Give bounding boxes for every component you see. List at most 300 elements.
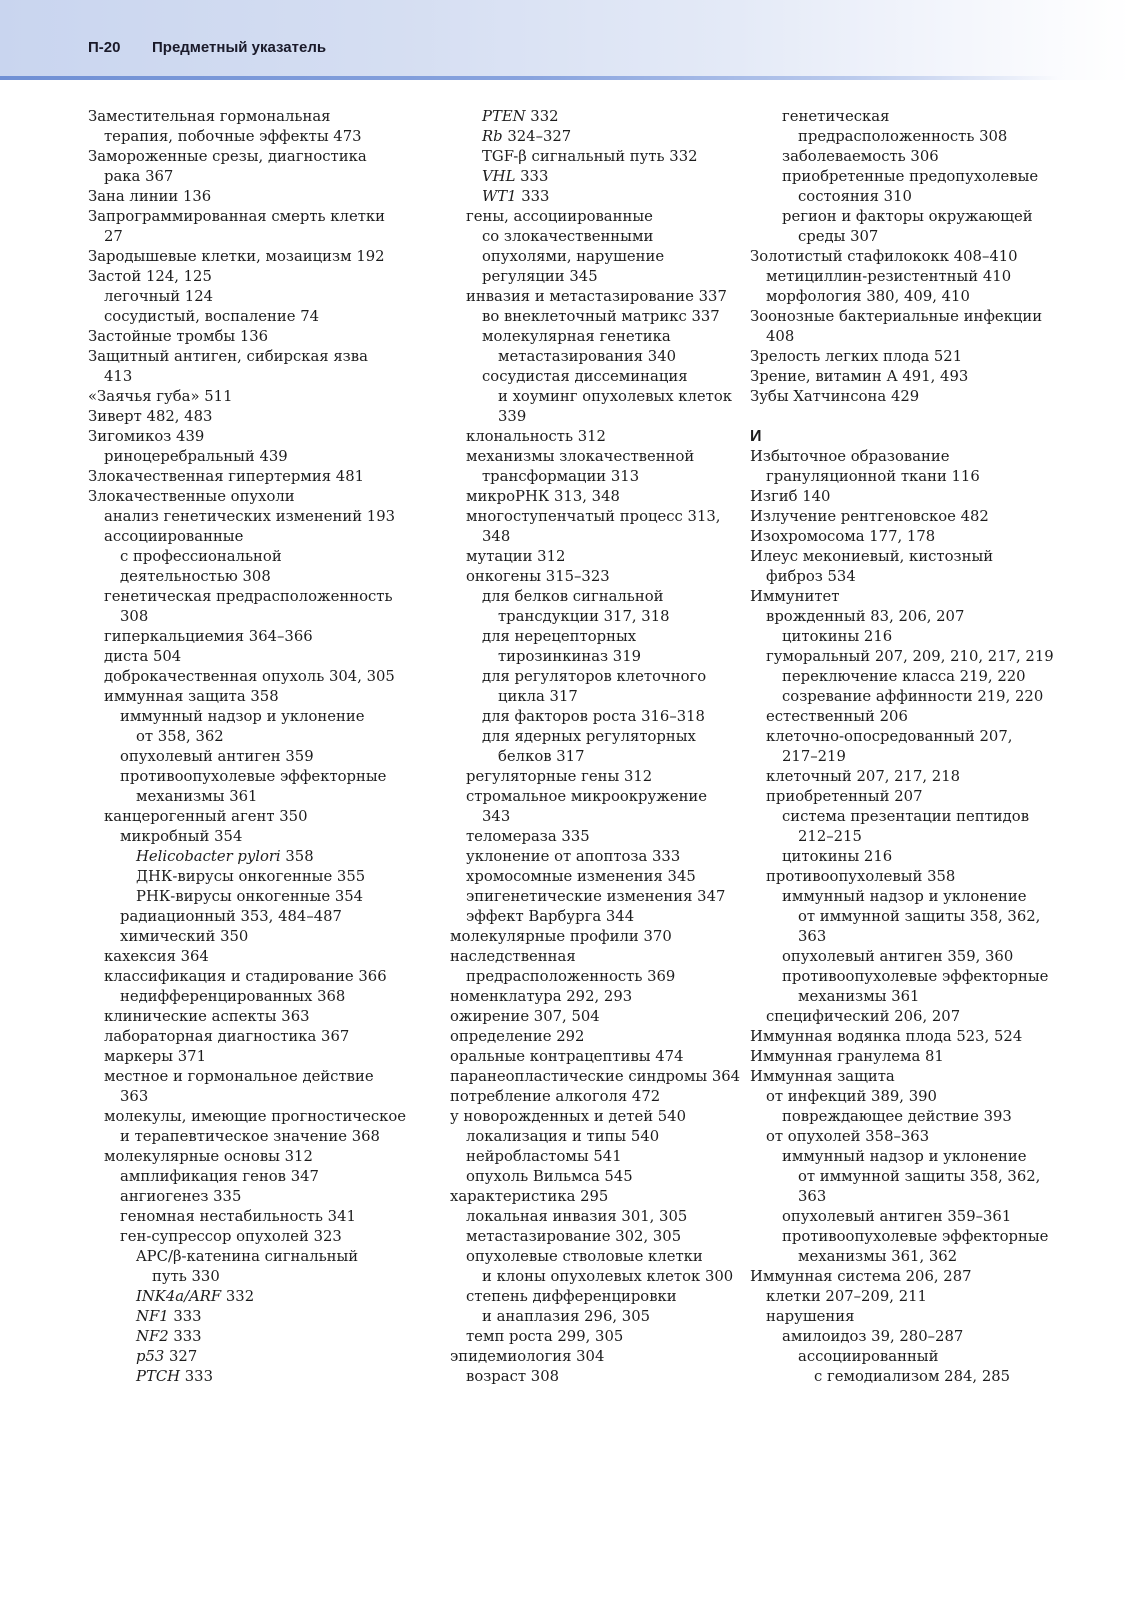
index-letter-heading [750, 427, 1070, 447]
index-subentry [750, 627, 1070, 647]
entry-term: мутации 312 [466, 548, 566, 565]
index-subentry [88, 307, 413, 327]
entry-term: локальная инвазия 301, 305 [466, 1208, 688, 1225]
page-title: Предметный указатель [152, 39, 327, 56]
index-column-2 [434, 107, 741, 1387]
index-subentry [750, 987, 1070, 1007]
index-subentry [434, 167, 734, 187]
entry-term: Запрограммированная смерть клетки [88, 208, 385, 225]
entry-term: естественный 206 [766, 708, 908, 725]
entry-term: заболеваемость 306 [782, 148, 939, 165]
entry-term: состояния 310 [798, 188, 912, 205]
entry-term: микроРНК 313, 348 [466, 488, 620, 505]
entry-term: 363 [120, 1088, 149, 1105]
index-subentry [750, 1227, 1070, 1247]
entry-term: Зана линии 136 [88, 188, 212, 205]
index-subentry [88, 807, 413, 827]
entry-term: номенклатура 292, 293 [450, 988, 633, 1005]
index-subentry [434, 1047, 734, 1067]
entry-term: противоопухолевые эффекторные [120, 768, 387, 785]
index-subentry [88, 1087, 413, 1107]
index-subentry [750, 1127, 1070, 1147]
entry-term: механизмы 361 [798, 988, 920, 1005]
index-subentry [750, 1347, 1070, 1367]
index-subentry [750, 1147, 1070, 1167]
index-subentry [750, 187, 1070, 207]
entry-term: во внеклеточный матрикс 337 [482, 308, 720, 325]
index-subentry [434, 787, 734, 807]
entry-term: Иммунная водянка плода 523, 524 [750, 1028, 1023, 1045]
index-entry [750, 1047, 1070, 1067]
index-subentry [750, 1167, 1070, 1187]
entry-term: от иммунной защиты 358, 362, [798, 908, 1041, 925]
index-subentry [88, 847, 413, 867]
index-subentry [88, 1187, 413, 1207]
entry-term: метициллин-резистентный 410 [766, 268, 1012, 285]
entry-term: клеточный 207, 217, 218 [766, 768, 961, 785]
index-subentry [88, 227, 413, 247]
entry-pages: 327 [164, 1348, 198, 1365]
index-subentry [434, 587, 734, 607]
index-subentry [434, 107, 734, 127]
entry-term: деятельностью 308 [120, 568, 271, 585]
index-gap [750, 407, 1070, 427]
entry-term: темп роста 299, 305 [466, 1328, 624, 1345]
index-subentry [750, 1287, 1070, 1307]
index-subentry [88, 907, 413, 927]
index-subentry [434, 207, 734, 227]
index-subentry [750, 747, 1070, 767]
entry-term: Избыточное образование [750, 448, 950, 465]
entry-term: анализ генетических изменений 193 [104, 508, 396, 525]
index-subentry [750, 927, 1070, 947]
index-subentry [750, 967, 1070, 987]
entry-term: PTEN [482, 108, 526, 125]
index-subentry [750, 107, 1070, 127]
index-subentry [750, 227, 1070, 247]
entry-term: белков 317 [498, 748, 585, 765]
index-subentry [434, 1187, 734, 1207]
index-subentry [434, 387, 734, 407]
index-subentry [434, 267, 734, 287]
index-subentry [434, 727, 734, 747]
index-subentry [750, 707, 1070, 727]
entry-term: молекулярная генетика [482, 328, 671, 345]
entry-term: геномная нестабильность 341 [120, 1208, 356, 1225]
entry-term: эпидемиология 304 [450, 1348, 605, 1365]
index-subentry [88, 1367, 413, 1387]
entry-term: определение 292 [450, 1028, 585, 1045]
index-subentry [434, 127, 734, 147]
entry-term: терапия, побочные эффекты 473 [104, 128, 362, 145]
entry-term: ДНК-вирусы онкогенные 355 [136, 868, 366, 885]
entry-term: Иммунитет [750, 588, 840, 605]
index-entry [88, 267, 413, 287]
index-subentry [88, 367, 413, 387]
index-subentry [88, 127, 413, 147]
index-subentry [88, 1167, 413, 1187]
entry-term: и клоны опухолевых клеток 300 [482, 1268, 734, 1285]
index-subentry [88, 687, 413, 707]
index-entry [88, 207, 413, 227]
entry-term: трансдукции 317, 318 [498, 608, 670, 625]
index-subentry [88, 887, 413, 907]
index-entry [88, 427, 413, 447]
entry-term: регуляции 345 [482, 268, 598, 285]
entry-term: врожденный 83, 206, 207 [766, 608, 965, 625]
index-subentry [88, 1287, 413, 1307]
index-subentry [750, 767, 1070, 787]
index-subentry [434, 1327, 734, 1347]
index-subentry [88, 1047, 413, 1067]
entry-term: VHL [482, 168, 516, 185]
entry-term: механизмы злокачественной [466, 448, 695, 465]
index-subentry [88, 627, 413, 647]
index-entry [750, 1067, 1070, 1087]
entry-term: 339 [498, 408, 527, 425]
entry-term: амплификация генов 347 [120, 1168, 319, 1185]
entry-term: для нерецепторных [482, 628, 637, 645]
entry-term: возраст 308 [466, 1368, 560, 1385]
entry-term: Зигомикоз 439 [88, 428, 205, 445]
entry-term: степень дифференцировки [466, 1288, 677, 1305]
index-subentry [750, 267, 1070, 287]
entry-term: Rb [482, 128, 503, 145]
index-subentry [434, 927, 734, 947]
index-subentry [88, 747, 413, 767]
index-subentry [434, 1287, 734, 1307]
index-subentry [434, 247, 734, 267]
entry-term: Заместительная гормональная [88, 108, 331, 125]
index-entry [88, 407, 413, 427]
index-subentry [434, 1067, 741, 1087]
index-subentry [88, 647, 413, 667]
index-subentry [88, 827, 413, 847]
index-column-3 [750, 107, 1070, 1387]
entry-term: цикла 317 [498, 688, 578, 705]
index-subentry [434, 1367, 734, 1387]
index-subentry [750, 127, 1070, 147]
entry-pages: 333 [516, 188, 550, 205]
entry-term: с гемодиализом 284, 285 [814, 1368, 1011, 1385]
entry-term: 343 [482, 808, 511, 825]
entry-term: Илеус мекониевый, кистозный [750, 548, 994, 565]
index-entry [750, 387, 1070, 407]
index-subentry [88, 287, 413, 307]
index-subentry [88, 1227, 413, 1247]
entry-term: гуморальный 207, 209, 210, 217, 219 [766, 648, 1054, 665]
index-entry [750, 487, 1070, 507]
entry-term: механизмы 361, 362 [798, 1248, 958, 1265]
index-entry [750, 507, 1070, 527]
page-number: П-20 [88, 39, 121, 56]
index-entry [750, 247, 1070, 267]
index-subentry [434, 1347, 734, 1367]
entry-term: потребление алкоголя 472 [450, 1088, 661, 1105]
index-entry [88, 347, 413, 367]
entry-term: Защитный антиген, сибирская язва [88, 348, 368, 365]
entry-term: WT1 [482, 188, 517, 205]
index-subentry [434, 1027, 734, 1047]
entry-term: рака 367 [104, 168, 174, 185]
index-entry [750, 1027, 1070, 1047]
index-subentry [750, 727, 1070, 747]
entry-term: гиперкальциемия 364–366 [104, 628, 313, 645]
entry-term: эффект Варбурга 344 [466, 908, 635, 925]
entry-term: инвазия и метастазирование 337 [466, 288, 727, 305]
entry-term: сосудистая диссеминация [482, 368, 688, 385]
index-subentry [750, 647, 1070, 667]
index-subentry [434, 547, 734, 567]
index-subentry [88, 1307, 413, 1327]
index-subentry [434, 187, 734, 207]
index-subentry [88, 707, 413, 727]
entry-term: Излучение рентгеновское 482 [750, 508, 989, 525]
entry-term: химический 350 [120, 928, 249, 945]
index-subentry [434, 447, 734, 467]
index-subentry [750, 207, 1070, 227]
index-subentry [750, 1007, 1070, 1027]
index-subentry [434, 947, 734, 967]
entry-term: регуляторные гены 312 [466, 768, 653, 785]
index-subentry [750, 667, 1070, 687]
entry-term: и анаплазия 296, 305 [482, 1308, 651, 1325]
entry-term: Зрелость легких плода 521 [750, 348, 963, 365]
index-subentry [88, 767, 413, 787]
index-subentry [434, 987, 734, 1007]
index-subentry [750, 1367, 1070, 1387]
entry-term: для регуляторов клеточного [482, 668, 707, 685]
index-subentry [434, 627, 734, 647]
index-subentry [434, 1087, 734, 1107]
index-subentry [434, 347, 734, 367]
entry-term: 363 [798, 1188, 827, 1205]
entry-term: местное и гормональное действие [104, 1068, 374, 1085]
entry-term: иммунная защита 358 [104, 688, 279, 705]
entry-term: опухолевый антиген 359–361 [782, 1208, 1012, 1225]
index-subentry [750, 807, 1070, 827]
entry-pages: 332 [525, 108, 559, 125]
entry-term: радиационный 353, 484–487 [120, 908, 342, 925]
entry-term: Изгиб 140 [750, 488, 831, 505]
index-entry [750, 447, 1070, 467]
index-subentry [88, 527, 413, 547]
entry-term: предрасположенность 308 [798, 128, 1008, 145]
entry-term: ассоциированные [104, 528, 244, 545]
entry-term: РНК-вирусы онкогенные 354 [136, 888, 364, 905]
index-subentry [434, 1247, 734, 1267]
index-subentry [434, 307, 734, 327]
entry-term: опухолевый антиген 359, 360 [782, 948, 1014, 965]
index-subentry [750, 827, 1070, 847]
index-subentry [750, 147, 1070, 167]
index-subentry [434, 647, 734, 667]
entry-term: метастазирование 302, 305 [466, 1228, 682, 1245]
entry-term: метастазирования 340 [498, 348, 677, 365]
entry-term: Зубы Хатчинсона 429 [750, 388, 920, 405]
index-subentry [750, 687, 1070, 707]
index-entry [750, 547, 1070, 567]
index-entry [88, 147, 413, 167]
index-subentry [88, 1107, 413, 1127]
index-subentry [88, 1347, 413, 1367]
index-subentry [434, 327, 734, 347]
entry-term: Застойные тромбы 136 [88, 328, 269, 345]
entry-term: клеточно-опосредованный 207, [766, 728, 1013, 745]
entry-term: 212–215 [798, 828, 862, 845]
entry-term: PTCH [136, 1368, 181, 1385]
index-column-1 [88, 107, 413, 1387]
entry-term: лабораторная диагностика 367 [104, 1028, 350, 1045]
entry-term: противоопухолевые эффекторные [782, 968, 1049, 985]
entry-pages: 333 [515, 168, 549, 185]
index-subentry [88, 727, 413, 747]
entry-term: эпигенетические изменения 347 [466, 888, 726, 905]
index-subentry [750, 947, 1070, 967]
index-subentry [434, 1207, 734, 1227]
index-subentry [434, 767, 734, 787]
entry-term: среды 307 [798, 228, 879, 245]
index-subentry [88, 587, 413, 607]
entry-term: ожирение 307, 504 [450, 1008, 600, 1025]
index-subentry [88, 1247, 413, 1267]
entry-term: нейробластомы 541 [466, 1148, 622, 1165]
entry-term: генетическая предрасположенность [104, 588, 393, 605]
index-subentry [750, 1087, 1070, 1107]
index-subentry [88, 1027, 413, 1047]
entry-term: ген-супрессор опухолей 323 [120, 1228, 342, 1245]
entry-term: иммунный надзор и уклонение [782, 1148, 1027, 1165]
index-subentry [88, 987, 413, 1007]
index-entry [88, 327, 413, 347]
index-subentry [750, 1327, 1070, 1347]
index-subentry [434, 1147, 734, 1167]
index-subentry [434, 1267, 734, 1287]
entry-term: канцерогенный агент 350 [104, 808, 308, 825]
index-entry [750, 1267, 1070, 1287]
index-subentry [434, 827, 734, 847]
index-entry [88, 107, 413, 127]
entry-term: 27 [104, 228, 123, 245]
entry-term: от опухолей 358–363 [766, 1128, 930, 1145]
index-subentry [750, 787, 1070, 807]
entry-term: иммунный надзор и уклонение [782, 888, 1027, 905]
index-subentry [750, 1307, 1070, 1327]
entry-pages: 333 [180, 1368, 214, 1385]
entry-term: 348 [482, 528, 511, 545]
entry-term: клинические аспекты 363 [104, 1008, 310, 1025]
index-subentry [88, 1127, 413, 1147]
entry-term: генетическая [782, 108, 890, 125]
index-entry [750, 587, 1070, 607]
entry-term: наследственная [450, 948, 576, 965]
index-subentry [434, 1167, 734, 1187]
index-subentry [750, 287, 1070, 307]
index-subentry [434, 507, 734, 527]
entry-term: со злокачественными [482, 228, 654, 245]
index-subentry [88, 507, 413, 527]
header-rule [0, 76, 1060, 80]
index-subentry [750, 1107, 1070, 1127]
index-subentry [88, 1327, 413, 1347]
index-subentry [434, 1107, 734, 1127]
index-subentry [434, 1227, 734, 1247]
entry-term: цитокины 216 [782, 848, 893, 865]
entry-term: иммунный надзор и уклонение [120, 708, 365, 725]
index-subentry [750, 1247, 1070, 1267]
entry-term: характеристика 295 [450, 1188, 609, 1205]
entry-term: Злокачественная гипертермия 481 [88, 468, 365, 485]
index-subentry [750, 847, 1070, 867]
index-subentry [88, 967, 413, 987]
entry-term: регион и факторы окружающей [782, 208, 1033, 225]
index-subentry [88, 167, 413, 187]
entry-term: риноцеребральный 439 [104, 448, 288, 465]
entry-term: созревание аффинности 219, 220 [782, 688, 1044, 705]
entry-term: Зиверт 482, 483 [88, 408, 213, 425]
entry-term: Злокачественные опухоли [88, 488, 295, 505]
index-entry [750, 307, 1070, 327]
entry-term: ангиогенез 335 [120, 1188, 242, 1205]
index-entry [750, 347, 1070, 367]
index-subentry [750, 1207, 1070, 1227]
entry-term: специфический 206, 207 [766, 1008, 961, 1025]
entry-term: с профессиональной [120, 548, 282, 565]
entry-term: и терапевтическое значение 368 [120, 1128, 380, 1145]
index-subentry [88, 567, 413, 587]
entry-term: маркеры 371 [104, 1048, 207, 1065]
entry-term: морфология 380, 409, 410 [766, 288, 970, 305]
index-entry [88, 247, 413, 267]
index-subentry [434, 147, 734, 167]
entry-term: Застой 124, 125 [88, 268, 212, 285]
entry-term: паранеопластические синдромы 364 [450, 1068, 741, 1085]
entry-term: сосудистый, воспаление 74 [104, 308, 320, 325]
index-subentry [750, 867, 1070, 887]
entry-term: NF1 [136, 1308, 169, 1325]
entry-term: от 358, 362 [136, 728, 224, 745]
index-subentry [750, 607, 1070, 627]
entry-term: система презентации пептидов [782, 808, 1030, 825]
index-subentry [434, 867, 734, 887]
entry-term: Изохромосома 177, 178 [750, 528, 936, 545]
entry-term: для белков сигнальной [482, 588, 664, 605]
entry-term: классификация и стадирование 366 [104, 968, 387, 985]
entry-term: амилоидоз 39, 280–287 [782, 1328, 964, 1345]
entry-term: повреждающее действие 393 [782, 1108, 1012, 1125]
entry-term: TGF-β сигнальный путь 332 [482, 148, 698, 165]
index-subentry [434, 467, 734, 487]
entry-term: INK4a/ARF [136, 1288, 222, 1305]
entry-term: нарушения [766, 1308, 855, 1325]
entry-term: Иммунная гранулема 81 [750, 1048, 944, 1065]
index-subentry [750, 907, 1070, 927]
entry-term: механизмы 361 [136, 788, 258, 805]
index-subentry [434, 907, 734, 927]
entry-term: Зародышевые клетки, мозаицизм 192 [88, 248, 385, 265]
index-subentry [750, 467, 1070, 487]
index-subentry [434, 967, 734, 987]
entry-term: Helicobacter pylori [136, 848, 281, 865]
index-entry [88, 487, 413, 507]
index-subentry [434, 1007, 734, 1027]
entry-term: оральные контрацептивы 474 [450, 1048, 684, 1065]
entry-pages: 333 [168, 1328, 202, 1345]
entry-term: APC/β-катенина сигнальный [136, 1248, 359, 1265]
index-subentry [434, 887, 734, 907]
entry-term: для ядерных регуляторных [482, 728, 696, 745]
index-entry [750, 527, 1070, 547]
